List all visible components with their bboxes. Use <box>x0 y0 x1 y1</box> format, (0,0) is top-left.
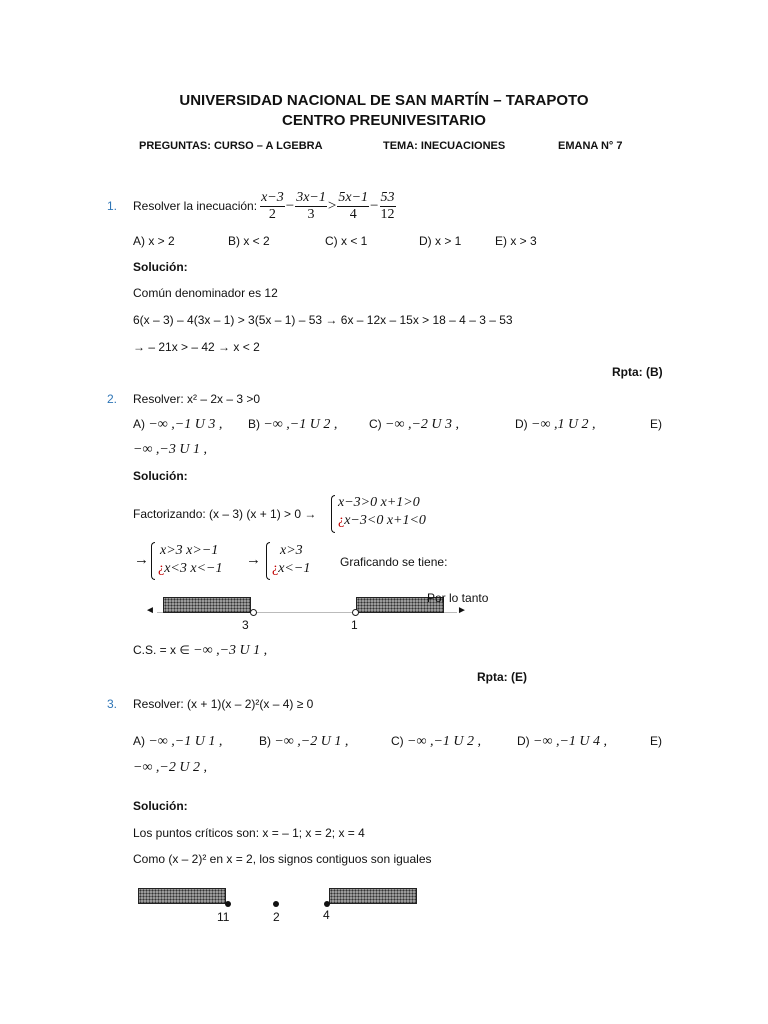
answer-option-c: C) x < 1 <box>325 234 368 248</box>
operator: − <box>370 197 379 214</box>
answer-option-a: A) x > 2 <box>133 234 175 248</box>
answer-key: Rpta: (B) <box>612 365 663 379</box>
system-line: x>3 <box>280 543 303 558</box>
option-interval: −∞ ,−1 U 1 , <box>148 734 223 749</box>
answer-option-e-label: E) <box>650 417 662 431</box>
option-interval: −∞ ,1 U 2 , <box>531 417 596 432</box>
system-2 <box>158 542 223 578</box>
q3-prompt: Resolver: (x + 1)(x – 2)²(x – 4) ≥ 0 <box>133 697 314 711</box>
option-interval: −∞ ,−1 U 4 , <box>533 734 608 749</box>
answer-option-c <box>369 417 459 433</box>
system-line: x−3>0 x+1>0 <box>338 495 420 510</box>
inverted-question-mark: ¿ <box>338 513 345 528</box>
center-title: CENTRO PREUNIVESITARIO <box>282 112 486 129</box>
answer-option-e-label: E) <box>650 734 662 748</box>
open-point <box>352 609 359 616</box>
question-number: 1. <box>107 199 118 213</box>
shaded-interval <box>163 597 251 613</box>
closed-point <box>273 901 279 907</box>
system-line-text: x−3<0 x+1<0 <box>344 513 426 528</box>
arrow: → <box>134 552 149 568</box>
fraction <box>295 190 327 223</box>
tick-label: 1 <box>351 618 358 632</box>
numerator: 53 <box>380 189 395 205</box>
numerator: 5x−1 <box>338 189 369 205</box>
system-line-text: x<3 x<−1 <box>164 561 223 576</box>
arrow: → <box>246 552 261 568</box>
tick-label: 2 <box>273 910 280 924</box>
q2-prompt: Resolver: x² – 2x – 3 >0 <box>133 392 261 406</box>
factor-text: Factorizando: (x – 3) (x + 1) > 0 → <box>133 507 317 521</box>
solution-step: Como (x – 2)² en x = 2, los signos contiguos son iguales <box>133 852 432 866</box>
solution-step: → – 21x > – 42 → x < 2 <box>133 340 260 354</box>
system-brace <box>266 542 270 580</box>
closed-point <box>225 901 231 907</box>
cs-interval: −∞ ,−3 U 1 , <box>193 643 268 658</box>
option-label: C) <box>391 734 404 748</box>
solution-set <box>133 643 267 659</box>
answer-option-b <box>259 734 348 750</box>
option-label: A) <box>133 734 145 748</box>
option-label: A) <box>133 417 145 431</box>
option-label: D) <box>515 417 528 431</box>
system-line: x>3 x>−1 <box>160 543 219 558</box>
option-interval: −∞ ,−1 U 2 , <box>263 417 338 432</box>
topic-label: TEMA: INECUACIONES <box>383 140 506 152</box>
closed-point <box>324 901 330 907</box>
system-brace <box>331 495 335 533</box>
answer-option-d <box>517 734 607 750</box>
answer-option-a <box>133 734 222 750</box>
week-label: EMANA N° 7 <box>558 140 623 152</box>
por-lo-tanto: Por lo tanto <box>427 591 489 605</box>
solution-label: Solución: <box>133 799 188 813</box>
numerator: x−3 <box>261 189 284 205</box>
option-label: D) <box>517 734 530 748</box>
solution-step: Común denominador es 12 <box>133 286 278 300</box>
system-line <box>338 512 426 530</box>
system-3 <box>272 542 310 578</box>
option-interval: −∞ ,−1 U 2 , <box>407 734 482 749</box>
question-number: 3. <box>107 697 118 711</box>
shaded-interval <box>138 888 226 904</box>
system-brace <box>151 542 155 580</box>
fraction <box>260 190 285 223</box>
numerator: 3x−1 <box>296 189 326 205</box>
right-arrow-icon: ► <box>457 605 467 616</box>
answer-option-c <box>391 734 481 750</box>
answer-option-b: B) x < 2 <box>228 234 270 248</box>
answer-option-e-interval: −∞ ,−3 U 1 , <box>133 442 207 457</box>
operator: > <box>327 197 337 214</box>
solution-label: Solución: <box>133 260 188 274</box>
solution-label: Solución: <box>133 469 188 483</box>
answer-option-e: E) x > 3 <box>495 234 537 248</box>
system-line-text: x<−1 <box>278 561 311 576</box>
tick-label: 3 <box>242 618 249 632</box>
option-interval: −∞ ,−2 U 1 , <box>274 734 349 749</box>
answer-option-e-interval: −∞ ,−2 U 2 , <box>133 760 207 775</box>
inverted-question-mark: ¿ <box>158 561 165 576</box>
fraction <box>380 190 396 223</box>
question-number: 2. <box>107 392 118 406</box>
system-1 <box>338 494 426 530</box>
denominator: 12 <box>380 206 395 222</box>
answer-option-d <box>515 417 596 433</box>
denominator: 4 <box>349 206 357 222</box>
answer-option-b <box>248 417 337 433</box>
cs-label: C.S. = x ∈ <box>133 643 190 657</box>
tick-label: 4 <box>323 908 330 922</box>
tick-label: 11 <box>217 910 230 924</box>
option-interval: −∞ ,−2 U 3 , <box>385 417 460 432</box>
option-label: B) <box>259 734 271 748</box>
denominator: 2 <box>268 206 276 222</box>
critical-points: Los puntos críticos son: x = – 1; x = 2; x = 4 <box>133 826 365 840</box>
operator: − <box>285 197 295 214</box>
system-line <box>158 560 223 578</box>
system-line <box>272 560 310 578</box>
answer-option-d: D) x > 1 <box>419 234 462 248</box>
q1-statement <box>133 186 396 226</box>
fraction <box>337 190 369 223</box>
course-label: PREGUNTAS: CURSO – A LGEBRA <box>139 140 323 152</box>
option-label: B) <box>248 417 260 431</box>
open-point <box>250 609 257 616</box>
q1-prompt: Resolver la inecuación: <box>133 199 258 213</box>
option-label: C) <box>369 417 382 431</box>
university-title: UNIVERSIDAD NACIONAL DE SAN MARTÍN – TARAPOTO <box>179 92 589 109</box>
answer-option-a <box>133 417 222 433</box>
denominator: 3 <box>307 206 315 222</box>
solution-step: 6(x – 3) – 4(3x – 1) > 3(5x – 1) – 53 → 6x – 12x – 15x > 18 – 4 – 3 – 53 <box>133 313 513 327</box>
inverted-question-mark: ¿ <box>272 561 279 576</box>
graph-text: Graficando se tiene: <box>340 555 448 569</box>
shaded-interval <box>329 888 417 904</box>
option-interval: −∞ ,−1 U 3 , <box>148 417 223 432</box>
answer-key: Rpta: (E) <box>477 670 527 684</box>
left-arrow-icon: ◄ <box>145 605 155 616</box>
